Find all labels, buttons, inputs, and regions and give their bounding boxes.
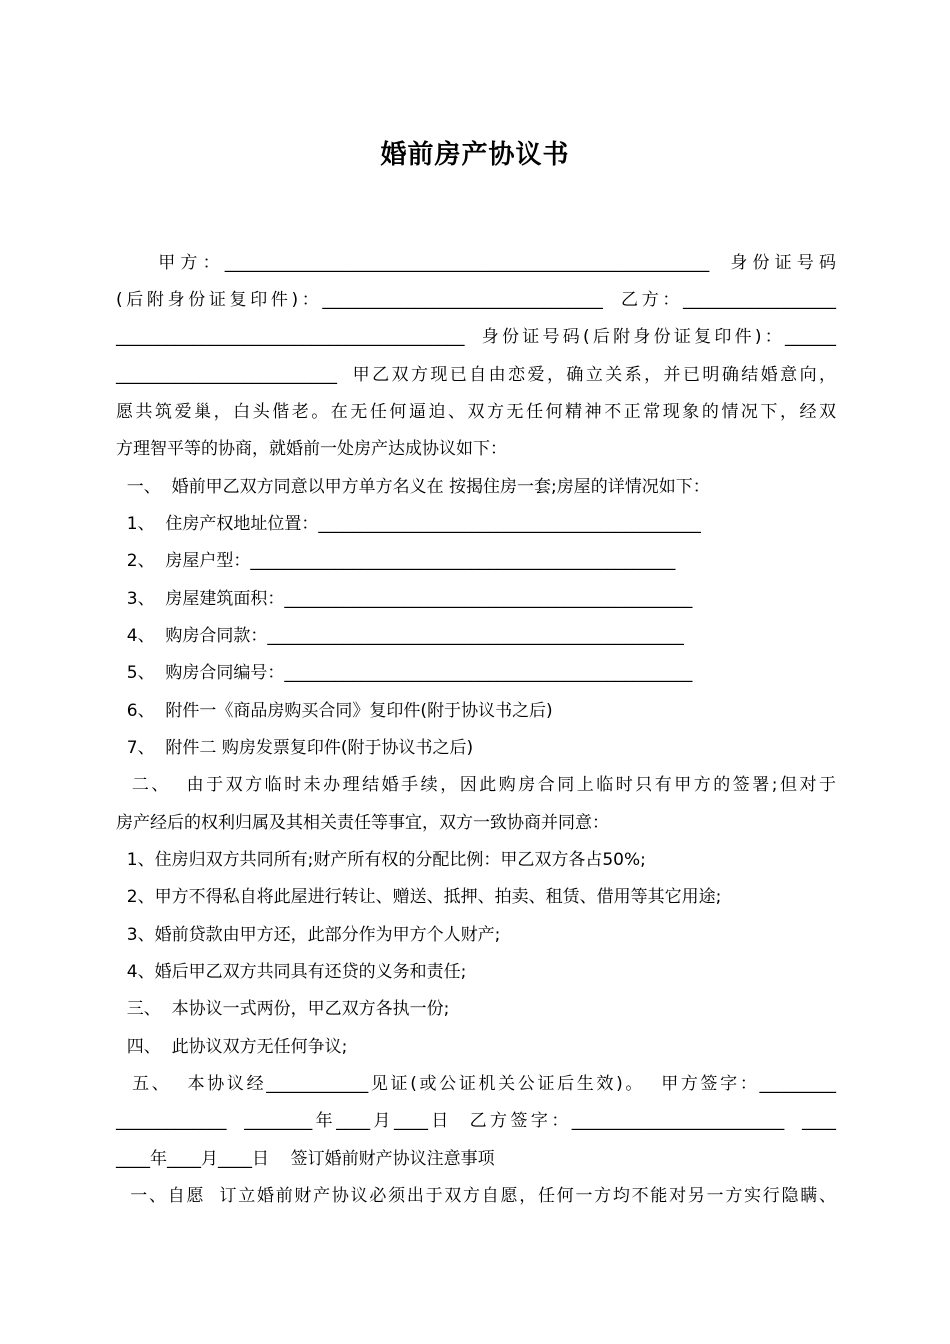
paragraph-line: 甲方：_________________________________________________________ 身份证号码 (116, 253, 836, 273)
list-item: 2、甲方不得私自将此屋进行转让、赠送、抵押、拍卖、租赁、借用等其它用途; (116, 887, 722, 907)
paragraph-line: 房产经后的权利归属及其相关责任等事宜，双方一致协商并同意： (116, 813, 609, 833)
paragraph-line: (后附身份证复印件)：_________________________________ 乙方：__________________ (116, 290, 836, 310)
list-item: 2、 房屋户型：__________________________________________________ (116, 551, 676, 571)
section-heading: 一、 婚前甲乙双方同意以甲方单方名义在 按揭住房一套;房屋的详情况如下： (116, 477, 710, 497)
paragraph-line: __________________________ 甲乙双方现已自由恋爱，确立关系，并已明确结婚意向， (116, 365, 836, 385)
section-heading: 二、 由于双方临时未办理结婚手续，因此购房合同上临时只有甲方的签署;但对于 (116, 775, 836, 795)
list-item: 6、 附件一《商品房购买合同》复印件(附于协议书之后) (116, 701, 553, 721)
list-item: 5、 购房合同编号：________________________________________________ (116, 663, 693, 683)
document-title: 婚前房产协议书 (380, 140, 570, 170)
list-item: 7、 附件二 购房发票复印件(附于协议书之后) (116, 738, 474, 758)
list-item: 1、 住房产权地址位置：_____________________________________________ (116, 514, 701, 534)
paragraph-line: 一、自愿 订立婚前财产协议必须出于双方自愿，任何一方均不能对另一方实行隐瞒、 (116, 1186, 836, 1206)
section-heading: 五、 本协议经____________见证(或公证机关公证后生效)。 甲方签字：_________ (116, 1074, 836, 1094)
paragraph-line: 方理智平等的协商，就婚前一处房产达成协议如下： (116, 439, 507, 459)
list-item: 3、婚前贷款由甲方还，此部分作为甲方个人财产; (116, 925, 501, 945)
signature-line: ____年____月____日 签订婚前财产协议注意事项 (116, 1149, 495, 1169)
section-heading: 四、 此协议双方无任何争议; (116, 1037, 348, 1057)
list-item: 3、 房屋建筑面积：________________________________________________ (116, 589, 693, 609)
signature-line: _____________ ________年____月____日 乙方签字：_________________________ ____ (116, 1111, 836, 1131)
list-item: 1、住房归双方共同所有;财产所有权的分配比例：甲乙双方各占50%; (116, 850, 646, 870)
paragraph-line: 愿共筑爱巢，白头偕老。在无任何逼迫、双方无任何精神不正常现象的情况下，经双 (116, 402, 836, 422)
paragraph-line: _________________________________________ 身份证号码(后附身份证复印件)：______ (116, 327, 836, 347)
section-heading: 三、 本协议一式两份，甲乙双方各执一份; (116, 999, 450, 1019)
list-item: 4、婚后甲乙双方共同具有还贷的义务和责任; (116, 962, 467, 982)
list-item: 4、 购房合同款：_________________________________________________ (116, 626, 684, 646)
